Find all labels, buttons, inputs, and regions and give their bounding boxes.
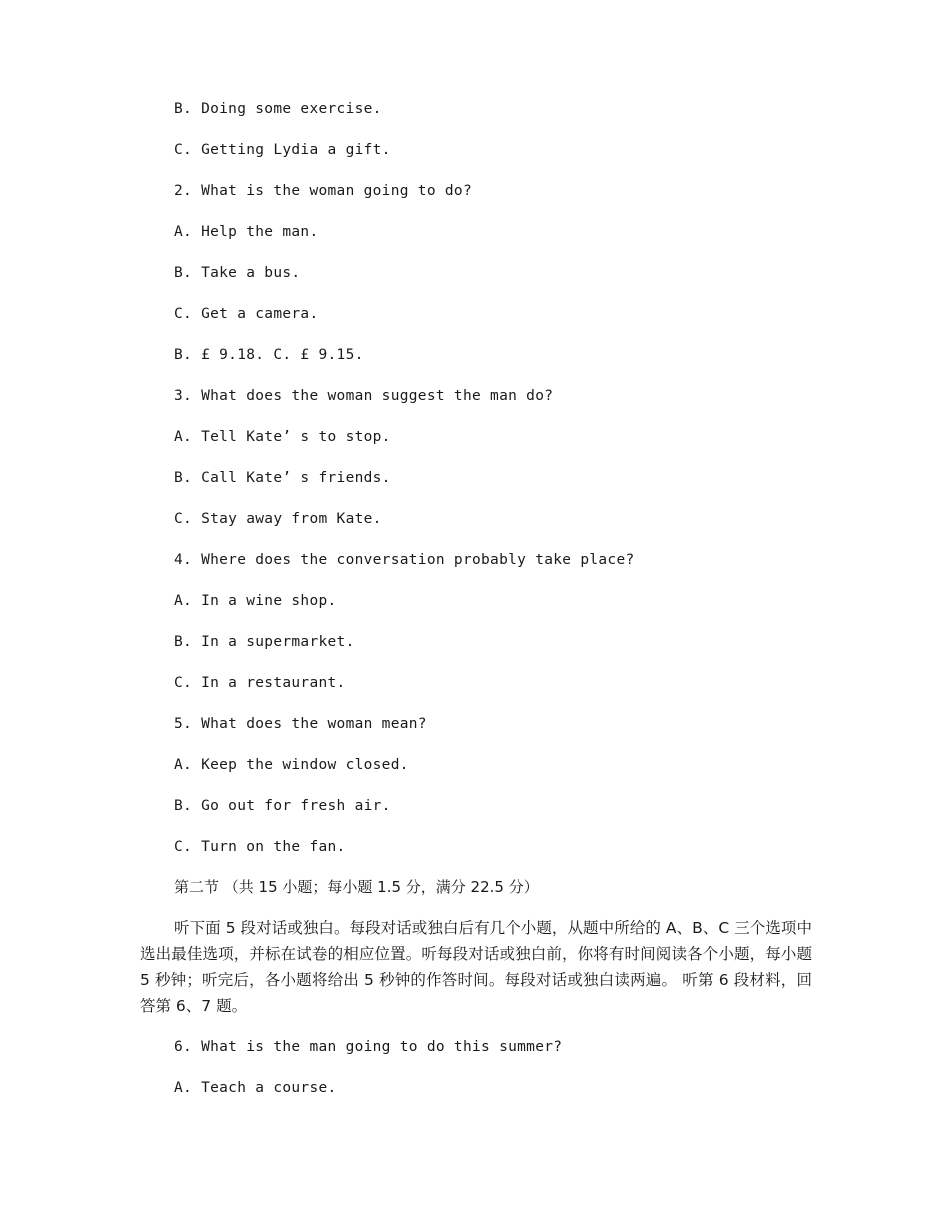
instructions-paragraph: 听下面 5 段对话或独白。每段对话或独白后有几个小题，从题中所给的 A、B、C 三个选项中选出最佳选项，并标在试卷的相应位置。听每段对话或独白前，你将有时间阅读各个小题，每小题 5 秒钟；听完后，各小题将给出 5 秒钟的作答时间。每段对话或独白读两遍。 听第 6 段材料，回答第 6、7 题。	[140, 919, 812, 1015]
option-6a: A. Teach a course.	[174, 1080, 337, 1096]
option-4c: C. In a restaurant.	[174, 675, 346, 691]
option-2c: C. Get a camera.	[174, 306, 319, 322]
option-5a: A. Keep the window closed.	[174, 757, 409, 773]
stray-options-line: B. £ 9.18. C. £ 9.15.	[174, 347, 364, 363]
option-5b: B. Go out for fresh air.	[174, 798, 391, 814]
option-3c: C. Stay away from Kate.	[174, 511, 382, 527]
option-5c: C. Turn on the fan.	[174, 839, 346, 855]
question-4: 4. Where does the conversation probably take place?	[174, 552, 635, 568]
question-6: 6. What is the man going to do this summer?	[174, 1039, 563, 1055]
option-2b: B. Take a bus.	[174, 265, 301, 281]
question-3: 3. What does the woman suggest the man do?	[174, 388, 554, 404]
option-4b: B. In a supermarket.	[174, 634, 355, 650]
option-3b: B. Call Kate’ s friends.	[174, 470, 391, 486]
option-1b: B. Doing some exercise.	[174, 101, 382, 117]
section-heading: 第二节 （共 15 小题；每小题 1.5 分，满分 22.5 分）	[174, 878, 539, 896]
option-1c: C. Getting Lydia a gift.	[174, 142, 391, 158]
option-2a: A. Help the man.	[174, 224, 319, 240]
option-4a: A. In a wine shop.	[174, 593, 337, 609]
question-5: 5. What does the woman mean?	[174, 716, 427, 732]
option-3a: A. Tell Kate’ s to stop.	[174, 429, 391, 445]
question-2: 2. What is the woman going to do?	[174, 183, 472, 199]
